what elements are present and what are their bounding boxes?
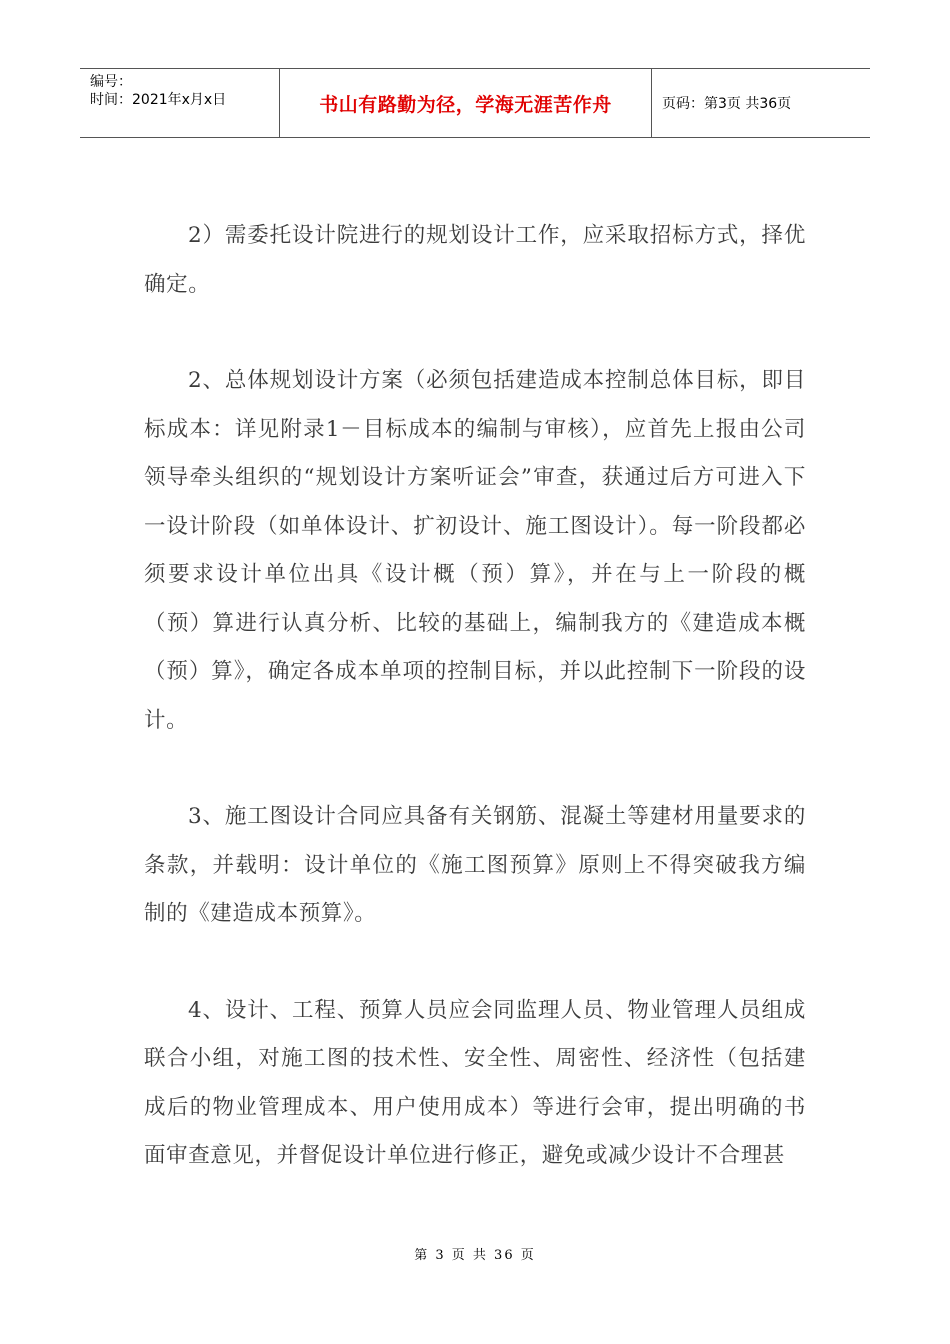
header-meta <box>80 69 280 137</box>
time-label: 时间：2021年x月x日 <box>90 92 227 108</box>
document-header <box>80 68 870 138</box>
document-body <box>144 212 806 1229</box>
page-footer: 第 3 页 共 36 页 <box>414 1248 536 1263</box>
paragraph-2: 2、总体规划设计方案（必须包括建造成本控制总体目标，即目标成本：详见附录1－目标成本的编制与审核），应首先上报由公司领导牵头组织的“规划设计方案听证会”审查，获通过后方可进入下一设计阶段（如单体设计、扩初设计、施工图设计）。每一阶段都必须要求设计单位出具《设计概（预）算》，并在与上一阶段的概（预）算进行认真分析、比较的基础上，编制我方的《建造成本概（预）算》，确定各成本单项的控制目标，并以此控制下一阶段的设计。 <box>144 368 806 733</box>
paragraph-3: 3、施工图设计合同应具备有关钢筋、混凝土等建材用量要求的条款，并载明：设计单位的《施工图预算》原则上不得突破我方编制的《建造成本预算》。 <box>144 804 806 926</box>
paragraph-1: 2）需委托设计院进行的规划设计工作，应采取招标方式，择优确定。 <box>144 223 806 297</box>
header-page-info: 页码：第3页 共36页 <box>662 96 792 112</box>
number-label: 编号： <box>90 74 132 90</box>
paragraph-4: 4、设计、工程、预算人员应会同监理人员、物业管理人员组成联合小组，对施工图的技术性、安全性、周密性、经济性（包括建成后的物业管理成本、用户使用成本）等进行会审，提出明确的书面审查意见，并督促设计单位进行修正，避免或减少设计不合理甚 <box>144 997 806 1168</box>
header-motto: 书山有路勤为径，学海无涯苦作舟 <box>280 69 652 137</box>
